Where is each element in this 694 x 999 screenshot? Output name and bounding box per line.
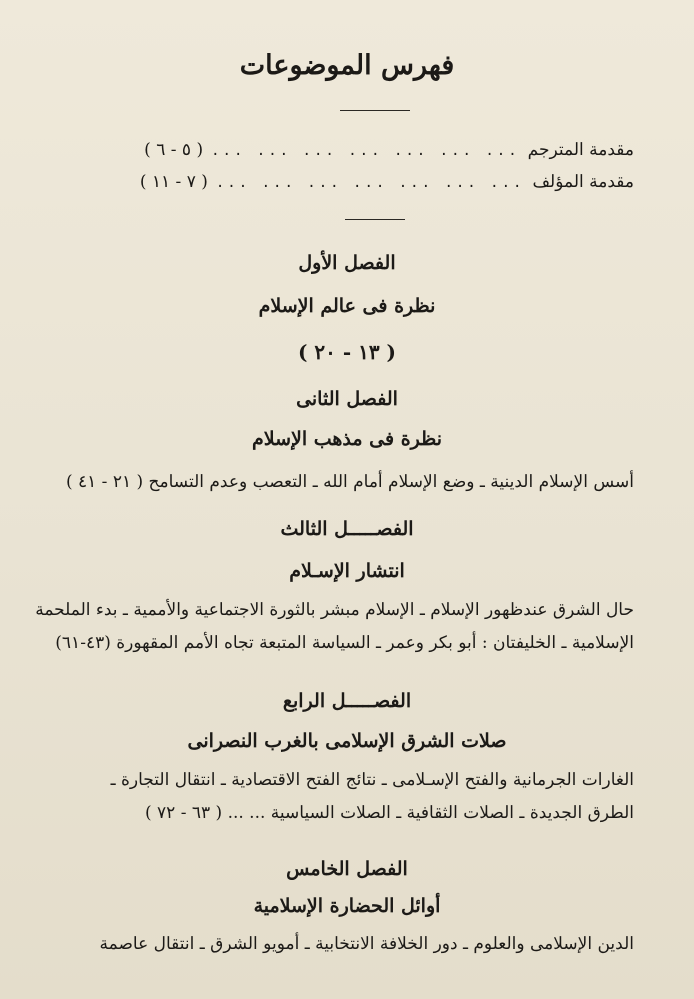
toc-entry-translator-intro xyxy=(144,140,634,160)
section-divider xyxy=(345,219,405,220)
title-divider xyxy=(340,110,410,111)
chapter-1-pages: ( ١٣ - ٢٠ ) xyxy=(297,340,397,364)
chapter-4-contents-line-1: الغارات الجرمانية والفتح الإسـلامى ـ نتائج الفتح الاقتصادية ـ انتقال التجارة ـ xyxy=(110,770,634,790)
chapter-5-contents-line-1: الدين الإسلامى والعلوم ـ دور الخلافة الانتخابية ـ أمويو الشرق ـ انتقال عاصمة xyxy=(99,934,634,954)
chapter-3-contents-line-1: حال الشرق عندظهور الإسلام ـ الإسلام مبشر بالثورة الاجتماعية والأممية ـ بدء الملحمة xyxy=(35,600,634,620)
toc-entry-author-intro xyxy=(140,172,634,192)
page-title: فهرس الموضوعات xyxy=(239,50,455,81)
chapter-4-subtitle: صلات الشرق الإسلامى بالغرب النصرانى xyxy=(187,730,507,752)
toc-entry-label: مقدمة المترجم xyxy=(527,140,634,160)
chapter-1-subtitle: نظرة فى عالم الإسلام xyxy=(258,295,436,317)
chapter-1-label: الفصل الأول xyxy=(298,252,396,274)
chapter-5-label: الفصل الخامس xyxy=(286,858,408,880)
chapter-2-label: الفصل الثانى xyxy=(296,388,398,410)
toc-entry-label: مقدمة المؤلف xyxy=(532,172,634,192)
toc-leader-dots: ... ... ... ... ... ... ... xyxy=(215,175,525,191)
toc-leader-dots: ... ... ... ... ... ... ... xyxy=(211,143,520,159)
chapter-4-label: الفصـــــل الرابع xyxy=(282,690,412,712)
chapter-4-contents-line-2: الطرق الجديدة ـ الصلات الثقافية ـ الصلات السياسية ... ... ( ٦٣ - ٧٢ ) xyxy=(144,803,634,823)
chapter-3-contents-line-2: الإسلامية ـ الخليفتان : أبو بكر وعمر ـ السياسة المتبعة تجاه الأمم المقهورة (٤٣-٦١) xyxy=(55,633,634,653)
toc-entry-pages: ( ٥ - ٦ ) xyxy=(144,140,204,160)
chapter-2-subtitle: نظرة فى مذهب الإسلام xyxy=(251,428,443,450)
chapter-3-label: الفصـــــل الثالث xyxy=(280,518,414,540)
chapter-2-contents: أسس الإسلام الدينية ـ وضع الإسلام أمام الله ـ التعصب وعدم التسامح ( ٢١ - ٤١ ) xyxy=(65,472,634,492)
chapter-3-subtitle: انتشار الإسـلام xyxy=(289,560,405,582)
toc-entry-pages: ( ٧ - ١١ ) xyxy=(139,172,208,192)
chapter-5-subtitle: أوائل الحضارة الإسلامية xyxy=(253,895,441,917)
